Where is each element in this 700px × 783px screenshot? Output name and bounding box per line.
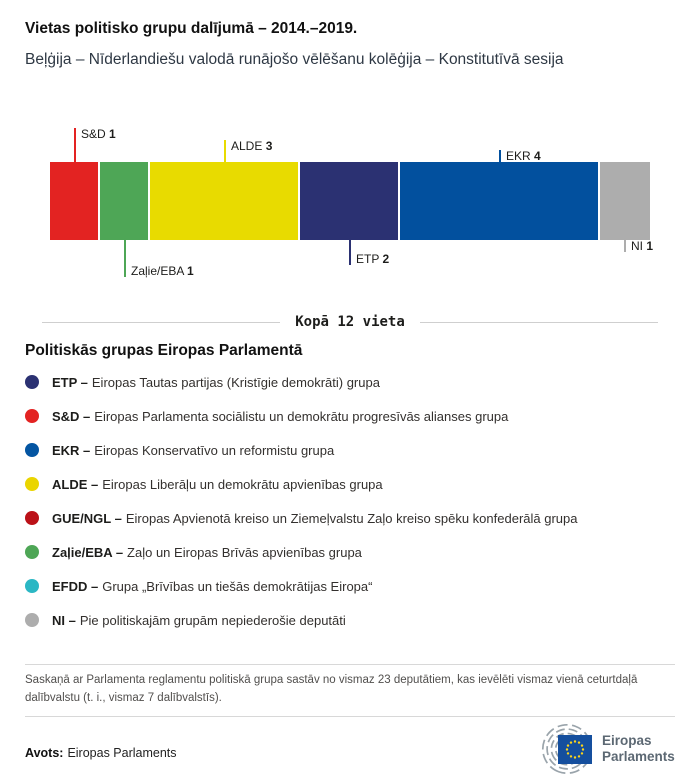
legend-item-ni [25,612,346,628]
bar-segment-ni[interactable] [600,162,650,240]
callout-tick-alde [224,140,226,162]
legend-text: S&D – Eiropas Parlamenta sociālistu un demokrātu progresīvās alianses grupa [52,408,509,424]
callout-label-ni: NI 1 [631,239,654,253]
legend-dot-efdd [25,579,39,593]
legend-heading: Politiskās grupas Eiropas Parlamentā [25,342,303,359]
legend-item-za-ie-eba [25,544,362,560]
divider-line-left [42,322,280,323]
callout-tick-s-d [74,128,76,162]
seat-distribution-chart [0,0,700,300]
legend-text: EKR – Eiropas Konservatīvo un reformistu grupa [52,442,335,458]
callout-tick-ni [624,240,626,252]
callout-label-s-d: S&D 1 [81,127,116,141]
hemicycle-logo-icon [521,723,597,775]
legend-item-gue-ngl [25,510,577,526]
source-line [25,746,177,760]
callout-tick-etp [349,240,351,265]
legend-text: EFDD – Grupa „Brīvības un tiešās demokrātijas Eiropa“ [52,578,373,594]
legend-dot-ekr [25,443,39,457]
legend-text: GUE/NGL – Eiropas Apvienotā kreiso un Ziemeļvalstu Zaļo kreiso spēku konfederālā grupa [52,510,578,526]
eu-flag [558,735,592,764]
logo-line2: Parlaments [602,749,675,764]
note-divider-bottom [25,716,675,717]
legend-item-etp [25,374,380,390]
legend-item-efdd [25,578,372,594]
logo-line1: Eiropas [602,733,652,748]
callout-label-za-ie-eba: Zaļie/EBA 1 [131,264,194,278]
footnote-text: Saskaņā ar Parlamenta reglamentu politiskā grupa sastāv no vismaz 23 deputātiem, kas ievēlēti vismaz vienā ceturtdaļā dalībvalstu (t. i., vismaz 7 dalībvalstīs). [25,674,638,705]
divider-line-right [420,322,658,323]
legend-text: ETP – Eiropas Tautas partijas (Kristīgie demokrāti) grupa [52,374,380,390]
total-seats-label: Kopā 12 vieta [295,314,405,330]
legend-item-s-d [25,408,508,424]
callout-tick-za-ie-eba [124,240,126,277]
legend-dot-gue-ngl [25,511,39,525]
page-title: Vietas politisko grupu dalījumā – 2014.–2019. [25,20,358,37]
legend-text: Zaļie/EBA – Zaļo un Eiropas Brīvās apvienības grupa [52,544,362,560]
source-label: Avots: [25,746,64,760]
legend-dot-ni [25,613,39,627]
legend-text: NI – Pie politiskajām grupām nepiederošie deputāti [52,612,346,628]
callout-label-alde: ALDE 3 [231,139,273,153]
european-parliament-logo[interactable] [521,723,681,775]
bar-segment-s-d[interactable] [50,162,98,240]
legend-dot-etp [25,375,39,389]
bar-segment-ekr[interactable] [400,162,598,240]
note-divider-top [25,664,675,665]
legend-dot-alde [25,477,39,491]
callout-tick-ekr [499,150,501,162]
logo-wordmark [602,733,675,765]
legend-dot-s-d [25,409,39,423]
page-subtitle: Beļģija – Nīderlandiešu valodā runājošo vēlēšanu kolēģija – Konstitutīvā sesija [25,51,564,68]
legend-dot-za-ie-eba [25,545,39,559]
legend-text: ALDE – Eiropas Liberāļu un demokrātu apvienības grupa [52,476,383,492]
source-value: Eiropas Parlaments [67,746,177,760]
callout-label-ekr: EKR 4 [506,149,541,163]
legend-item-ekr [25,442,334,458]
legend-item-alde [25,476,383,492]
callout-label-etp: ETP 2 [356,252,390,266]
bar-segment-za-ie-eba[interactable] [100,162,148,240]
total-seats-divider [42,313,658,331]
bar-segment-etp[interactable] [300,162,398,240]
bar-segment-alde[interactable] [150,162,298,240]
